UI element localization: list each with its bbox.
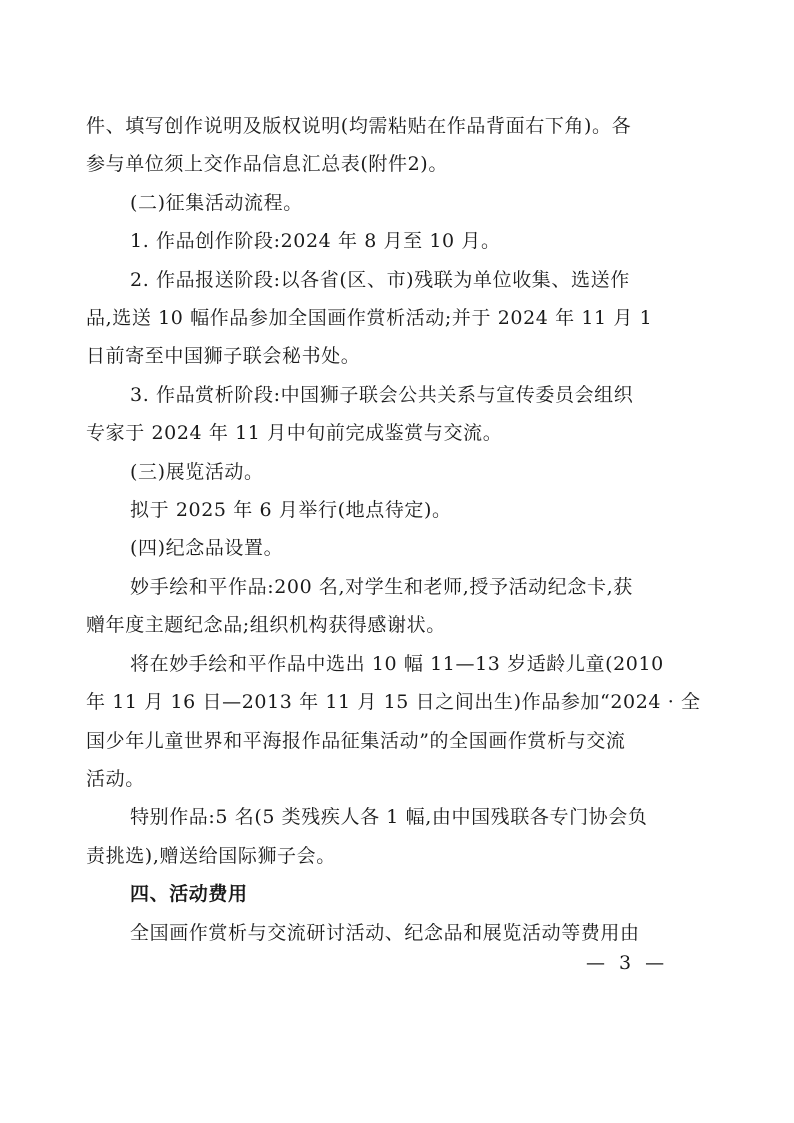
text-line-18: 活动。 — [86, 767, 145, 790]
text-line-1: 件、填写创作说明及版权说明(均需粘贴在作品背面右下角)。各 — [86, 115, 632, 137]
text-line-8: 3. 作品赏析阶段:中国狮子联会公共关系与宣传委员会组织 — [130, 383, 634, 406]
text-line-15: 将在妙手绘和平作品中选出 10 幅 11—13 岁适龄儿童(2010 — [130, 652, 664, 675]
text-line-13: 妙手绘和平作品:200 名,对学生和老师,授予活动纪念卡,获 — [130, 575, 633, 598]
text-line-19: 特别作品:5 名(5 类残疾人各 1 幅,由中国残联各专门协会负 — [130, 806, 648, 829]
text-line-22: 全国画作赏析与交流研讨活动、纪念品和展览活动等费用由 — [130, 921, 640, 944]
text-line-6: 品,选送 10 幅作品参加全国画作赏析活动;并于 2024 年 11 月 1 — [86, 307, 653, 330]
section-heading-four-costs: 四、活动费用 — [130, 883, 248, 906]
text-line-4: 1. 作品创作阶段:2024 年 8 月至 10 月。 — [130, 230, 501, 253]
section-heading-4: (四)纪念品设置。 — [130, 537, 284, 560]
text-line-5: 2. 作品报送阶段:以各省(区、市)残联为单位收集、选送作 — [130, 268, 630, 291]
text-line-16: 年 11 月 16 日—2013 年 11 月 15 日之间出生)作品参加“2024 · 全 — [86, 691, 701, 714]
text-line-11: 拟于 2025 年 6 月举行(地点待定)。 — [130, 499, 452, 522]
page-number: — 3 — — [586, 952, 669, 974]
text-line-7: 日前寄至中国狮子联会秘书处。 — [86, 345, 361, 368]
text-line-9: 专家于 2024 年 11 月中旬前完成鉴赏与交流。 — [86, 422, 503, 445]
text-line-17: 国少年儿童世界和平海报作品征集活动”的全国画作赏析与交流 — [86, 729, 626, 752]
section-heading-2: (二)征集活动流程。 — [130, 191, 303, 214]
section-heading-3: (三)展览活动。 — [130, 460, 264, 483]
text-line-20: 责挑选),赠送给国际狮子会。 — [86, 844, 336, 867]
document-body — [86, 107, 701, 952]
text-line-14: 赠年度主题纪念品;组织机构获得感谢状。 — [86, 614, 446, 637]
text-line-2: 参与单位须上交作品信息汇总表(附件2)。 — [86, 153, 448, 176]
